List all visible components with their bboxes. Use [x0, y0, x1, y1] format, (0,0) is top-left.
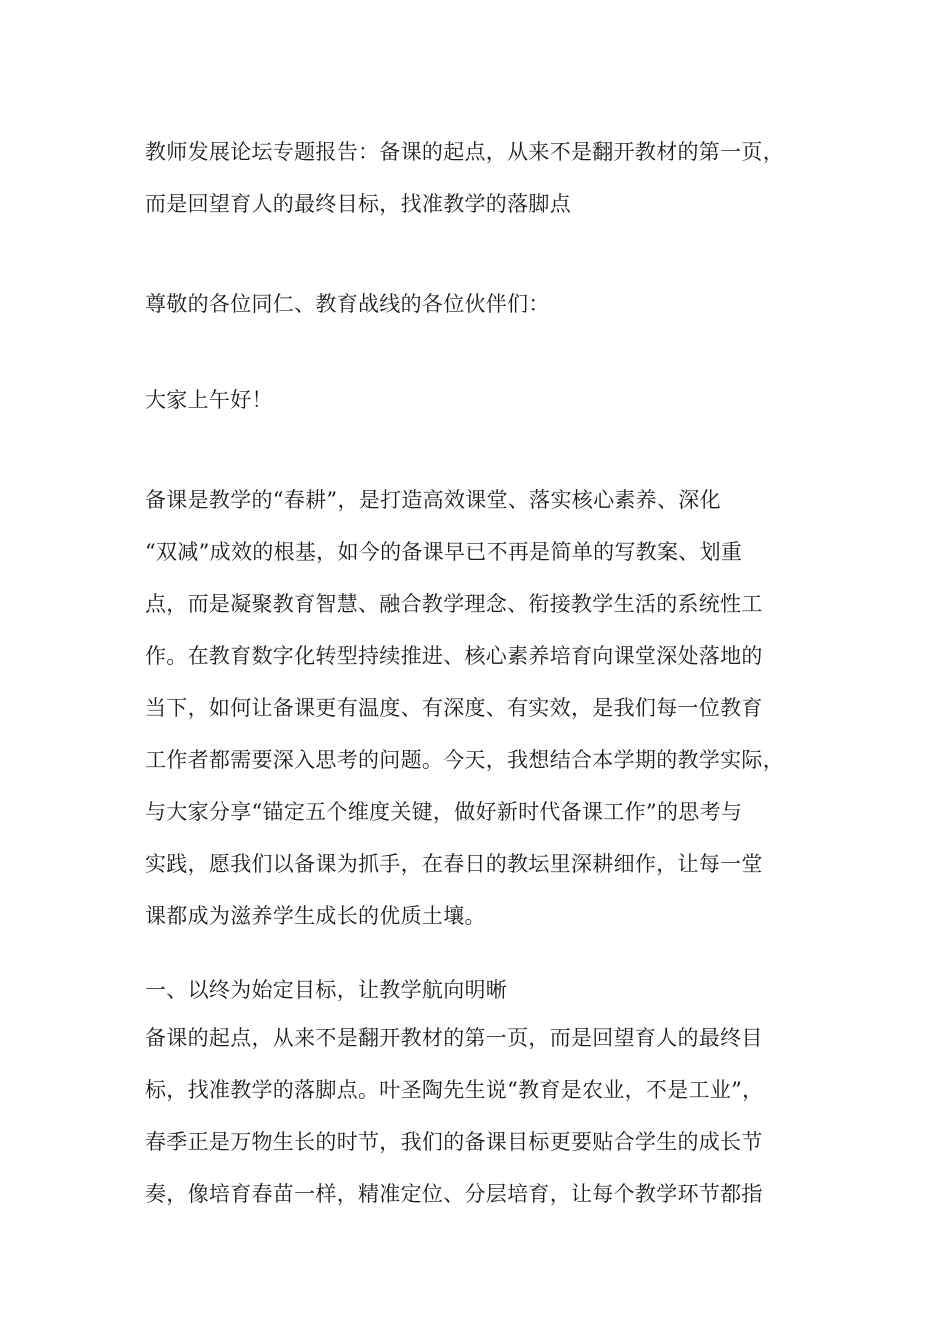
section-1 — [145, 968, 810, 1220]
paragraph-line: 实践，愿我们以备课为抓手，在春日的教坛里深耕细作，让每一堂 — [145, 852, 763, 876]
paragraph-line: 点，而是凝聚教育智慧、融合教学理念、衔接教学生活的系统性工 — [145, 592, 763, 616]
paragraph-line: 春季正是万物生长的时节，我们的备课目标更要贴合学生的成长节 — [145, 1130, 763, 1154]
salutation — [145, 278, 810, 330]
paragraph-line: 备课是教学的“春耕”，是打造高效课堂、落实核心素养、深化 — [145, 488, 721, 512]
paragraph-line: 作。在教育数字化转型持续推进、核心素养培育向课堂深处落地的 — [145, 644, 763, 668]
paragraph-line: 与大家分享“锚定五个维度关键，做好新时代备课工作”的思考与 — [145, 800, 743, 824]
paragraph-line: 备课的起点，从来不是翻开教材的第一页，而是回望育人的最终目 — [145, 1026, 763, 1050]
paragraph-line: 奏，像培育春苗一样，精准定位、分层培育，让每个教学环节都指 — [145, 1182, 763, 1206]
greeting — [145, 374, 810, 426]
section-heading: 一、以终为始定目标，让教学航向明晰 — [145, 978, 508, 1002]
greeting-line: 大家上午好！ — [145, 388, 273, 412]
paragraph-line: 标，找准教学的落脚点。叶圣陶先生说“教育是农业，不是工业”， — [145, 1078, 764, 1102]
title-line: 而是回望育人的最终目标，找准教学的落脚点 — [145, 192, 571, 216]
salutation-line: 尊敬的各位同仁、教育战线的各位伙伴们： — [145, 292, 550, 316]
paragraph-line: 工作者都需要深入思考的问题。今天，我想结合本学期的教学实际， — [145, 748, 784, 772]
title-line: 教师发展论坛专题报告：备课的起点，从来不是翻开教材的第一页， — [145, 140, 784, 164]
paragraph-line: 当下，如何让备课更有温度、有深度、有实效，是我们每一位教育 — [145, 696, 763, 720]
paragraph-line: “双减”成效的根基，如今的备课早已不再是简单的写教案、划重 — [145, 540, 743, 564]
report-title — [145, 126, 810, 230]
paragraph-line: 课都成为滋养学生成长的优质土壤。 — [145, 904, 486, 928]
intro-paragraph — [145, 474, 810, 942]
